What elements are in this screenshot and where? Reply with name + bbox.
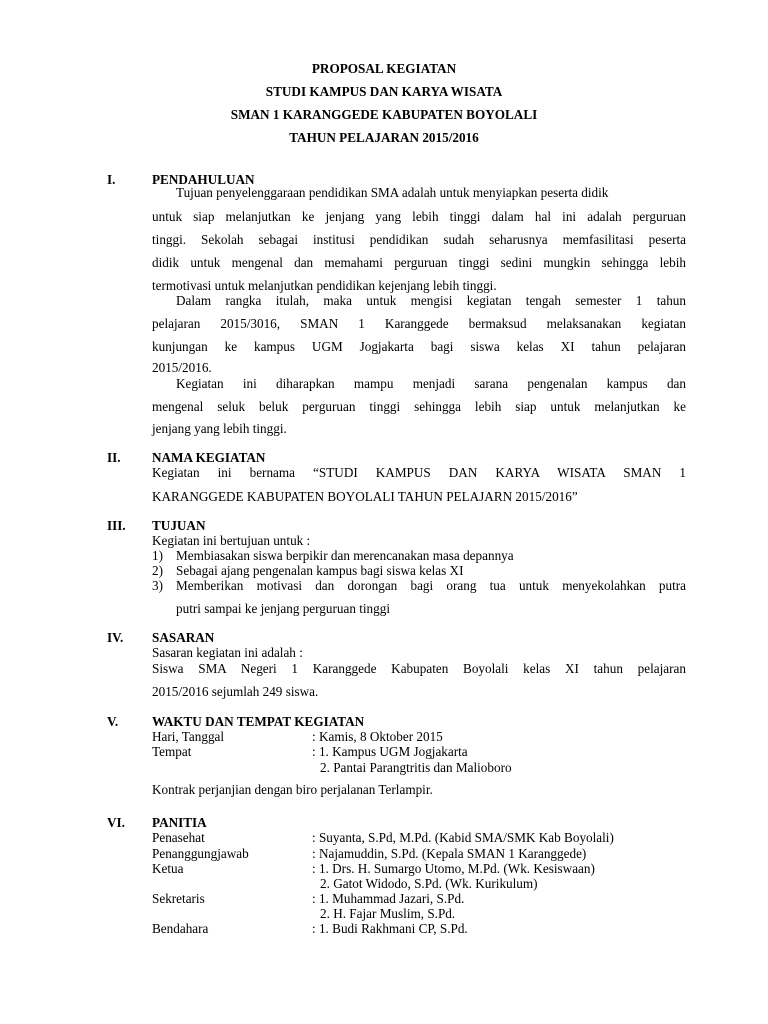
paragraph-line: jenjang yang lebih tinggi. [152,421,287,436]
title-line-3: SMAN 1 KARANGGEDE KABUPATEN BOYOLALI [230,107,538,122]
paragraph-line: kunjungan ke kampus UGM Jogjakarta bagi siswa kelas XI tahun pelajaran [152,339,686,354]
paragraph-line: Kegiatan ini bernama “STUDI KAMPUS DAN KARYA WISATA SMAN 1 [152,465,686,480]
field-value: 2. Gatot Widodo, S.Pd. (Wk. Kurikulum) [320,876,538,891]
field-value: : Kamis, 8 Oktober 2015 [312,729,443,744]
list-item: Sebagai ajang pengenalan kampus bagi siswa kelas XI [176,563,464,578]
list-item: Memberikan motivasi dan dorongan bagi orang tua untuk menyekolahkan putra [176,578,686,593]
field-label: Bendahara [152,921,209,936]
title-line-1: PROPOSAL KEGIATAN [311,61,457,76]
paragraph-line: Kegiatan ini diharapkan mampu menjadi sarana pengenalan kampus dan [176,376,686,391]
section-heading: WAKTU DAN TEMPAT KEGIATAN [152,714,365,729]
section-heading: TUJUAN [152,518,206,533]
section-heading: PANITIA [152,815,207,830]
list-number: 1) [152,548,163,563]
paragraph-line: Kontrak perjanjian dengan biro perjalanan Terlampir. [152,782,433,797]
paragraph-line: termotivasi untuk melanjutkan pendidikan kejenjang lebih tinggi. [152,278,497,293]
field-label: Penasehat [152,830,205,845]
paragraph-line: 2015/2016 sejumlah 249 siswa. [152,684,319,699]
field-value: 2. H. Fajar Muslim, S.Pd. [320,906,456,921]
field-value: : Suyanta, S.Pd, M.Pd. (Kabid SMA/SMK Kab Boyolali) [312,830,614,845]
field-value: : 1. Budi Rakhmani CP, S.Pd. [312,921,468,936]
paragraph-line: mengenal seluk beluk perguruan tinggi sehingga lebih siap untuk melanjutkan ke [152,399,686,414]
list-number: 3) [152,578,163,593]
field-value: : Najamuddin, S.Pd. (Kepala SMAN 1 Karanggede) [312,846,587,861]
paragraph-line: tinggi. Sekolah sebagai institusi pendidikan sudah seharusnya memfasilitasi peserta [152,232,686,247]
paragraph-line: untuk siap melanjutkan ke jenjang yang lebih tinggi dalam hal ini adalah perguruan [152,209,686,224]
field-label: Sekretaris [152,891,205,906]
field-value: : 1. Drs. H. Sumargo Utomo, M.Pd. (Wk. Kesiswaan) [312,861,595,876]
field-label: Ketua [152,861,184,876]
list-item: Membiasakan siswa berpikir dan merencanakan masa depannya [176,548,514,563]
title-line-2: STUDI KAMPUS DAN KARYA WISATA [265,84,503,99]
field-label: Hari, Tanggal [152,729,225,744]
section-number: II. [107,450,121,465]
section-heading: NAMA KEGIATAN [152,450,266,465]
field-value: : 1. Kampus UGM Jogjakarta [312,744,468,759]
section-number: I. [107,172,116,187]
paragraph-line: 2015/2016. [152,360,212,375]
field-label: Penanggungjawab [152,846,249,861]
title-line-4: TAHUN PELAJARAN 2015/2016 [289,130,479,145]
paragraph-line: pelajaran 2015/3016, SMAN 1 Karanggede bermaksud melaksanakan kegiatan [152,316,686,331]
paragraph-line: Tujuan penyelenggaraan pendidikan SMA adalah untuk menyiapkan peserta didik [176,185,609,200]
paragraph-line: KARANGGEDE KABUPATEN BOYOLALI TAHUN PELAJARN 2015/2016” [152,489,578,504]
field-value: : 1. Muhammad Jazari, S.Pd. [312,891,465,906]
list-number: 2) [152,563,163,578]
field-value: 2. Pantai Parangtritis dan Malioboro [320,760,512,775]
paragraph-line: didik untuk mengenal dan memahami perguruan tinggi sedini mungkin sehingga lebih [152,255,686,270]
section-number: VI. [107,815,125,830]
section-heading: PENDAHULUAN [152,172,255,187]
list-intro: Kegiatan ini bertujuan untuk : [152,533,311,548]
section-number: V. [107,714,119,729]
paragraph-line: Sasaran kegiatan ini adalah : [152,645,303,660]
field-label: Tempat [152,744,192,759]
section-number: III. [107,518,126,533]
section-number: IV. [107,630,124,645]
section-heading: SASARAN [152,630,215,645]
paragraph-line: Siswa SMA Negeri 1 Karanggede Kabupaten Boyolali kelas XI tahun pelajaran [152,661,686,676]
paragraph-line: Dalam rangka itulah, maka untuk mengisi kegiatan tengah semester 1 tahun [176,293,686,308]
list-item-continuation: putri sampai ke jenjang perguruan tinggi [176,601,391,616]
